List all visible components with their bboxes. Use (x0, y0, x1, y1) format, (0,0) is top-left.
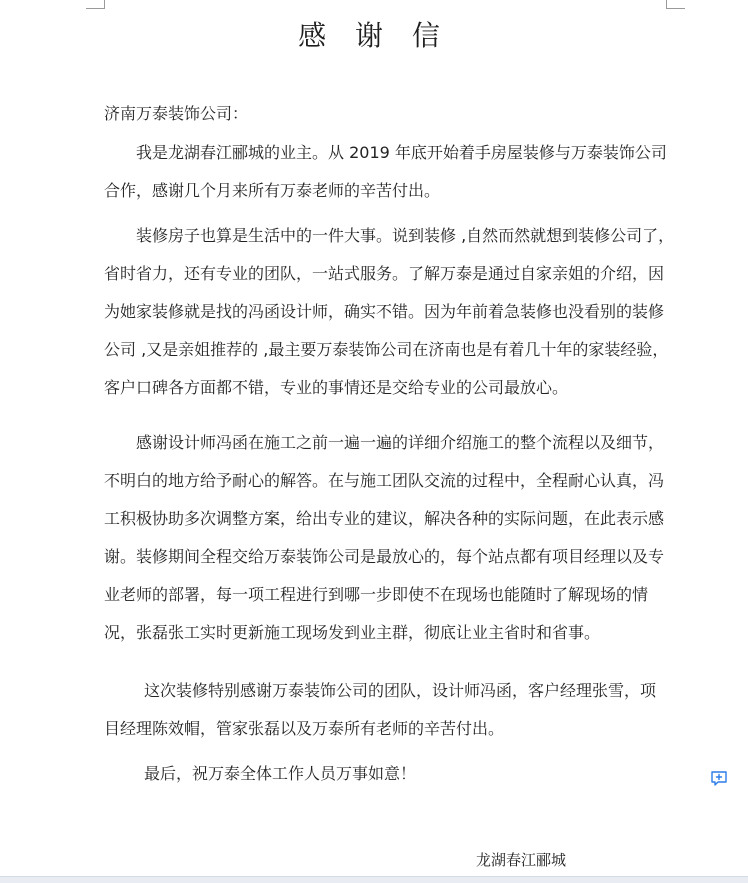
paragraph-line: 感谢设计师冯函在施工之前一遍一遍的详细介绍施工的整个流程以及细节， (136, 433, 665, 452)
paragraph-3 (104, 424, 664, 652)
paragraph-line: 我是龙湖春江郦城的业主。从 2019 年底开始着手房屋装修与万泰装饰公司 (136, 143, 667, 162)
paragraph-line: 公司 ,又是亲姐推荐的 ,最主要万泰装饰公司在济南也是有着几十年的家装经验， (104, 340, 669, 359)
letter-signature: 龙湖春江郦城 (476, 851, 567, 869)
paragraph-line: 况，张磊张工实时更新施工现场发到业主群，彻底让业主省时和省事。 (104, 623, 601, 642)
paragraph-line: 装修房子也算是生活中的一件大事。说到装修 ,自然而然就想到装修公司了， (136, 226, 675, 245)
page-corner-mark-right (666, 0, 685, 9)
paragraph-line: 不明白的地方给予耐心的解答。在与施工团队交流的过程中，全程耐心认真，冯 (104, 471, 665, 490)
paragraph-2 (104, 217, 674, 407)
paragraph-line: 最后，祝万泰全体工作人员万事如意！ (144, 764, 417, 783)
letter-salutation: 济南万泰装饰公司： (104, 104, 249, 123)
paragraph-line: 业老师的部署，每一项工程进行到哪一步即使不在现场也能随时了解现场的情 (104, 585, 649, 604)
paragraph-line: 谢。装修期间全程交给万泰装饰公司是最放心的，每个站点都有项目经理以及专 (104, 547, 665, 566)
paragraph-line: 这次装修特别感谢万泰装饰公司的团队，设计师冯函，客户经理张雪，项 (144, 681, 657, 700)
add-comment-icon[interactable] (710, 770, 728, 788)
paragraph-1 (104, 134, 667, 210)
paragraph-line: 为她家装修就是找的冯函设计师，确实不错。因为年前着急装修也没看别的装修 (104, 302, 665, 321)
page-corner-mark-left (86, 0, 105, 9)
paragraph-line: 目经理陈效帽，管家张磊以及万泰所有老师的辛苦付出。 (104, 719, 505, 738)
paragraph-line: 省时省力，还有专业的团队，一站式服务。了解万泰是通过自家亲姐的介绍，因 (104, 264, 665, 283)
paragraph-line: 工积极协助多次调整方案，给出专业的建议，解决各种的实际问题，在此表示感 (104, 509, 665, 528)
paragraph-line: 合作，感谢几个月来所有万泰老师的辛苦付出。 (104, 181, 441, 200)
paragraph-line: 客户口碑各方面都不错，专业的事情还是交给专业的公司最放心。 (104, 378, 569, 397)
paragraph-4 (104, 672, 656, 748)
bottom-scroll-bar[interactable] (0, 876, 748, 883)
paragraph-5 (104, 755, 416, 793)
letter-title: 感 谢 信 (298, 19, 450, 52)
